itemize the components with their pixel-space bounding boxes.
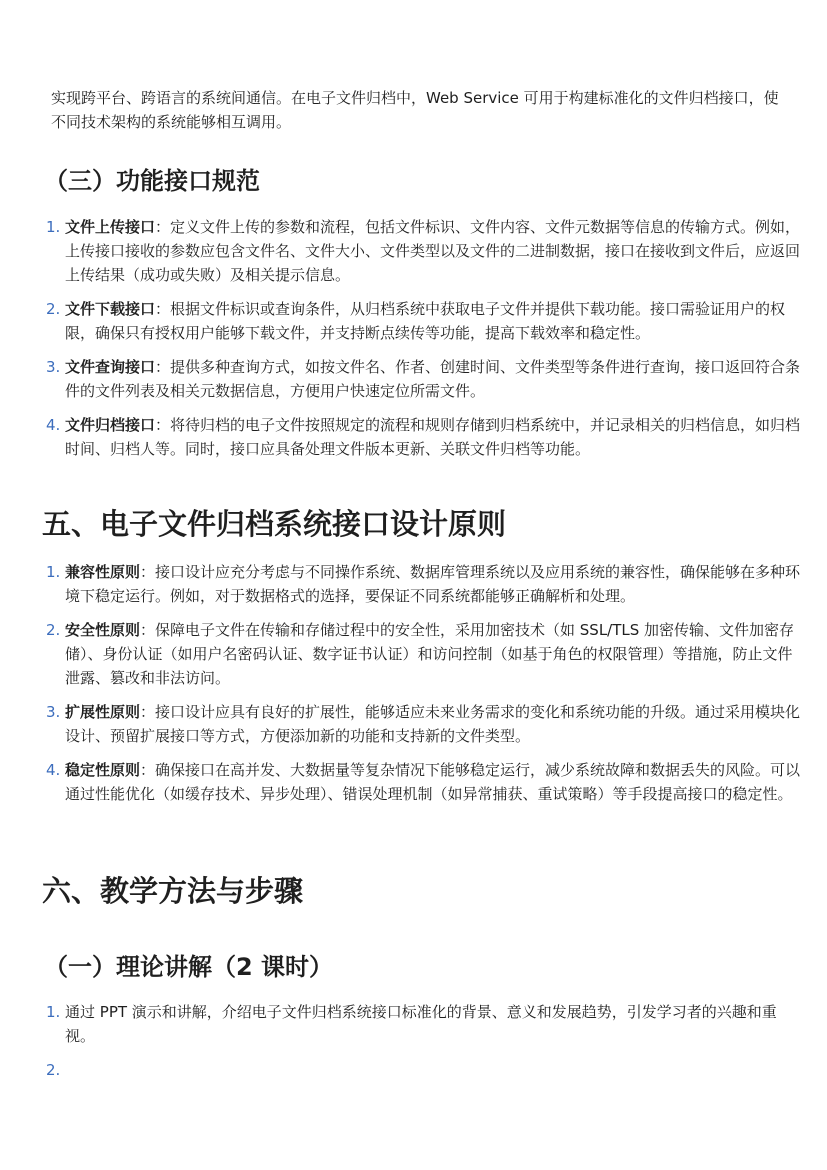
- item-text: ：接口设计应充分考虑与不同操作系统、数据库管理系统以及应用系统的兼容性，确保能够在多种环境下稳定运行。例如，对于数据格式的选择，要保证不同系统都能够正确解析和处理。: [65, 563, 801, 605]
- item-term: 兼容性原则: [65, 563, 141, 581]
- list-item: [44, 700, 804, 748]
- list-number: 2.: [46, 621, 61, 639]
- list-number: 3.: [46, 703, 61, 721]
- item-term: 文件归档接口: [65, 416, 156, 434]
- list-item: [44, 355, 804, 403]
- item-text: ：定义文件上传的参数和流程，包括文件标识、文件内容、文件元数据等信息的传输方式。例如，上传接口接收的参数应包含文件名、文件大小、文件类型以及文件的二进制数据，接口在接收到文件后，应返回上传结果（成功或失败）及相关提示信息。: [65, 218, 801, 284]
- item-term: 扩展性原则: [65, 703, 141, 721]
- item-text: ：将待归档的电子文件按照规定的流程和规则存储到归档系统中，并记录相关的归档信息，如归档时间、归档人等。同时，接口应具备处理文件版本更新、关联文件归档等功能。: [65, 416, 801, 458]
- list-item: [44, 413, 804, 461]
- design-principles-list: [44, 560, 804, 816]
- list-number: 1.: [46, 563, 61, 581]
- list-item: [44, 297, 804, 345]
- section-heading-six: 六、教学方法与步骤: [42, 874, 304, 908]
- list-number: 1.: [46, 1003, 61, 1021]
- item-term: 文件上传接口: [65, 218, 156, 236]
- interface-spec-list: [44, 215, 804, 471]
- item-text: ：保障电子文件在传输和存储过程中的安全性，采用加密技术（如 SSL/TLS 加密传输、文件加密存储）、身份认证（如用户名密码认证、数字证书认证）和访问控制（如基于角色的权限管理）等措施，防止文件泄露、篡改和非法访问。: [65, 621, 795, 687]
- list-number: 4.: [46, 761, 61, 779]
- list-item: [44, 1000, 804, 1048]
- subsection-heading-theory: （一）理论讲解（2 课时）: [44, 953, 334, 981]
- list-item: [44, 560, 804, 608]
- item-term: 文件下载接口: [65, 300, 156, 318]
- list-item: [44, 215, 804, 287]
- list-number: 1.: [46, 218, 61, 236]
- section-heading-five: 五、电子文件归档系统接口设计原则: [42, 507, 507, 541]
- teaching-steps-list: [44, 1000, 804, 1092]
- list-number: 2.: [46, 300, 61, 318]
- intro-paragraph: 实现跨平台、跨语言的系统间通信。在电子文件归档中，Web Service 可用于构建标准化的文件归档接口，使不同技术架构的系统能够相互调用。: [51, 89, 779, 131]
- item-text: ：根据文件标识或查询条件，从归档系统中获取电子文件并提供下载功能。接口需验证用户的权限，确保只有授权用户能够下载文件，并支持断点续传等功能，提高下载效率和稳定性。: [65, 300, 786, 342]
- section-heading-interface-spec: （三）功能接口规范: [44, 167, 260, 195]
- item-text: ：接口设计应具有良好的扩展性，能够适应未来业务需求的变化和系统功能的升级。通过采用模块化设计、预留扩展接口等方式，方便添加新的功能和支持新的文件类型。: [65, 703, 801, 745]
- item-term: 安全性原则: [65, 621, 141, 639]
- item-text: ：确保接口在高并发、大数据量等复杂情况下能够稳定运行，减少系统故障和数据丢失的风险。可以通过性能优化（如缓存技术、异步处理）、错误处理机制（如异常捕获、重试策略）等手段提高接口的稳定性。: [65, 761, 801, 803]
- item-term: 文件查询接口: [65, 358, 156, 376]
- item-term: 稳定性原则: [65, 761, 141, 779]
- list-item: [44, 1058, 804, 1082]
- list-item: [44, 618, 804, 690]
- list-number: 2.: [46, 1061, 61, 1079]
- list-number: 3.: [46, 358, 61, 376]
- item-text: ：提供多种查询方式，如按文件名、作者、创建时间、文件类型等条件进行查询，接口返回符合条件的文件列表及相关元数据信息，方便用户快速定位所需文件。: [65, 358, 801, 400]
- item-text: 通过 PPT 演示和讲解，介绍电子文件归档系统接口标准化的背景、意义和发展趋势，引发学习者的兴趣和重视。: [65, 1003, 777, 1045]
- list-item: [44, 758, 804, 806]
- list-number: 4.: [46, 416, 61, 434]
